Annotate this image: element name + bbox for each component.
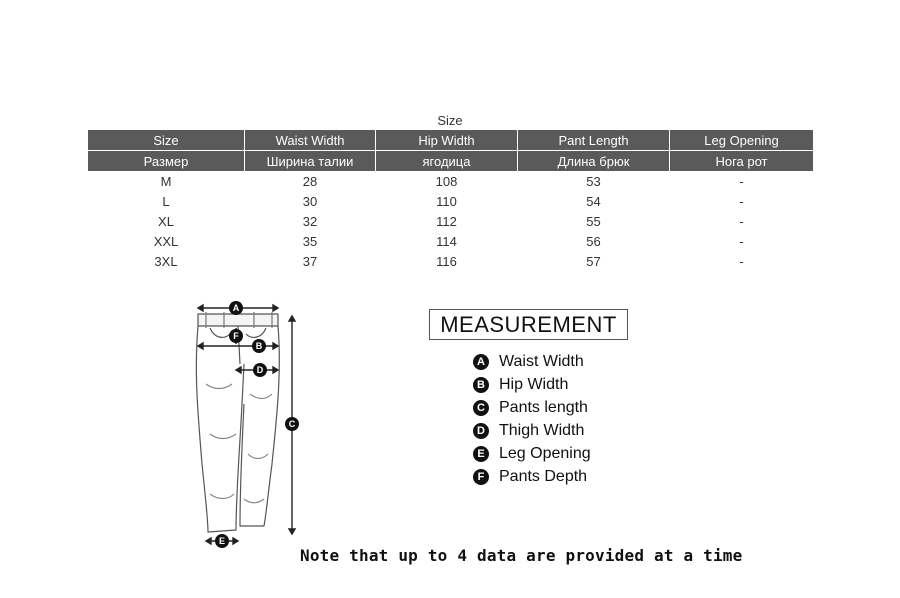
cell-length: 56 [586, 233, 601, 249]
legend-item [473, 465, 591, 488]
pants-sketch-icon [196, 312, 279, 532]
table-caption: Size [437, 113, 463, 128]
legend-label: Thigh Width [499, 421, 585, 439]
cell-length: 53 [586, 173, 601, 189]
legend-label: Pants Depth [499, 467, 588, 485]
cell-size: 3XL [154, 253, 178, 269]
header-size: Size [88, 130, 245, 151]
svg-text:B: B [255, 341, 263, 351]
header-waist-width-ru: Ширина талии [245, 151, 376, 172]
cell-size: XL [158, 213, 174, 229]
measurement-legend [473, 350, 591, 488]
size-table [87, 130, 814, 271]
svg-text:A: A [232, 303, 240, 313]
legend-item [473, 373, 591, 396]
legend-item [473, 350, 591, 373]
cell-hip: 116 [436, 253, 457, 269]
header-row-english [88, 130, 814, 151]
cell-leg-opening: - [739, 233, 744, 249]
legend-item [473, 396, 591, 419]
cell-leg-opening: - [739, 213, 744, 229]
header-waist-width: Waist Width [245, 130, 376, 151]
header-leg-opening-ru: Нога рот [670, 151, 814, 172]
legend-item [473, 419, 591, 442]
svg-text:C: C [288, 419, 296, 429]
svg-text:D: D [256, 365, 264, 375]
letter-b-icon: B [473, 377, 489, 393]
header-hip-width: Hip Width [376, 130, 518, 151]
cell-hip: 110 [436, 193, 457, 209]
header-size-ru: Размер [88, 151, 245, 172]
cell-length: 57 [586, 253, 601, 269]
header-row-russian [88, 151, 814, 172]
table-row [88, 251, 814, 271]
header-pant-length: Pant Length [518, 130, 670, 151]
letter-e-icon: E [473, 446, 489, 462]
table-row [88, 211, 814, 231]
svg-text:E: E [218, 536, 226, 546]
cell-waist: 30 [302, 193, 318, 209]
cell-waist: 32 [302, 213, 318, 229]
cell-length: 54 [586, 193, 601, 209]
data-note: Note that up to 4 data are provided at a time [300, 546, 743, 565]
cell-size: M [160, 173, 172, 189]
cell-hip: 108 [435, 173, 458, 189]
cell-length: 55 [586, 213, 601, 229]
header-hip-width-ru: ягодица [376, 151, 518, 172]
table-row [88, 171, 814, 191]
cell-size: XXL [153, 233, 179, 249]
letter-f-icon: F [473, 469, 489, 485]
cell-hip: 114 [436, 233, 457, 249]
legend-label: Leg Opening [499, 444, 591, 462]
cell-waist: 37 [302, 253, 318, 269]
cell-size: L [162, 193, 170, 209]
cell-leg-opening: - [739, 253, 744, 269]
cell-leg-opening: - [739, 193, 744, 209]
cell-waist: 28 [302, 173, 318, 189]
header-pant-length-ru: Длина брюк [518, 151, 670, 172]
letter-d-icon: D [473, 423, 489, 439]
letter-a-icon: A [473, 354, 489, 370]
legend-label: Pants length [499, 398, 588, 416]
legend-label: Hip Width [499, 375, 569, 393]
cell-leg-opening: - [739, 173, 744, 189]
legend-item [473, 442, 591, 465]
table-row [88, 231, 814, 251]
cell-waist: 35 [302, 233, 318, 249]
cell-hip: 112 [436, 213, 457, 229]
pants-diagram [180, 294, 320, 556]
header-leg-opening: Leg Opening [670, 130, 814, 151]
legend-label: Waist Width [499, 352, 584, 370]
letter-c-icon: C [473, 400, 489, 416]
table-row [88, 191, 814, 211]
measurement-title: MEASUREMENT [429, 309, 628, 340]
svg-text:F: F [233, 331, 239, 341]
